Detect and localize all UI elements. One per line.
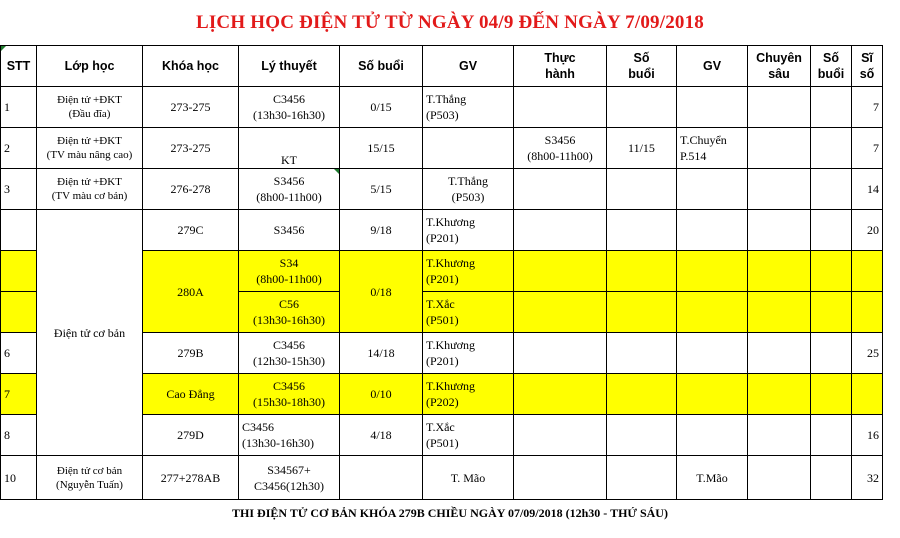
header-ly-thuyet: Lý thuyết <box>239 46 340 87</box>
cell-so-buoi-3 <box>811 251 852 292</box>
cell-stt: 1 <box>1 87 37 128</box>
cell-gv-2 <box>677 374 748 415</box>
cell-lop-hoc: Điện tử +ĐKT (TV màu cơ bản) <box>37 169 143 210</box>
cell-so-buoi-2 <box>607 292 677 333</box>
page-title: LỊCH HỌC ĐIỆN TỬ TỪ NGÀY 04/9 ĐẾN NGÀY 7/09/2018 <box>195 12 705 33</box>
cell-so-buoi-3 <box>811 128 852 169</box>
cell-so-buoi-2 <box>607 456 677 500</box>
cell-so-buoi-2 <box>607 87 677 128</box>
cell-gv-2 <box>677 415 748 456</box>
cell-ly-thuyet: C3456 (13h30-16h30) <box>239 415 340 456</box>
cell-so-buoi-2 <box>607 333 677 374</box>
cell-gv-2 <box>677 210 748 251</box>
cell-gv-2 <box>677 251 748 292</box>
cell-so-buoi-3 <box>811 169 852 210</box>
cell-khoa-hoc: 280A <box>143 251 239 333</box>
cell-so-buoi: 14/18 <box>340 333 423 374</box>
cell-gv: T.Xắc (P501) <box>423 415 514 456</box>
cell-so-buoi-2 <box>607 210 677 251</box>
cell-gv-2 <box>677 169 748 210</box>
header-si-so: Sĩ số <box>852 46 883 87</box>
cell-ly-thuyet: S3456 (8h00-11h00) <box>239 169 340 210</box>
cell-so-buoi-2: 11/15 <box>607 128 677 169</box>
cell-khoa-hoc: 276-278 <box>143 169 239 210</box>
cell-stt: 6 <box>1 333 37 374</box>
header-lop-hoc: Lớp học <box>37 46 143 87</box>
cell-gv-2: T.Chuyển P.514 <box>677 128 748 169</box>
cell-chuyen-sau <box>748 415 811 456</box>
cell-gv: T.Khương (P201) <box>423 251 514 292</box>
cell-so-buoi-3 <box>811 333 852 374</box>
cell-chuyen-sau <box>748 333 811 374</box>
cell-gv-2: T.Mão <box>677 456 748 500</box>
header-thuc-hanh: Thực hành <box>514 46 607 87</box>
cell-gv-2 <box>677 333 748 374</box>
cell-gv: T.Thắng (P503) <box>423 87 514 128</box>
cell-stt: 8 <box>1 415 37 456</box>
cell-khoa-hoc: 279B <box>143 333 239 374</box>
cell-so-buoi-3 <box>811 415 852 456</box>
cell-so-buoi: 4/18 <box>340 415 423 456</box>
cell-ly-thuyet: S34 (8h00-11h00) <box>239 251 340 292</box>
header-chuyen-sau: Chuyên sâu <box>748 46 811 87</box>
cell-stt: 10 <box>1 456 37 500</box>
cell-so-buoi: 9/18 <box>340 210 423 251</box>
cell-khoa-hoc: 273-275 <box>143 128 239 169</box>
cell-thuc-hanh <box>514 456 607 500</box>
header-so-buoi: Số buổi <box>340 46 423 87</box>
header-stt: STT <box>1 46 37 87</box>
cell-chuyen-sau <box>748 456 811 500</box>
cell-chuyen-sau <box>748 87 811 128</box>
cell-ly-thuyet: S34567+ C3456(12h30) <box>239 456 340 500</box>
table-row <box>1 169 883 210</box>
cell-chuyen-sau <box>748 292 811 333</box>
cell-stt <box>1 292 37 333</box>
cell-ly-thuyet: C3456 (12h30-15h30) <box>239 333 340 374</box>
cell-stt: 2 <box>1 128 37 169</box>
cell-gv: T.Khương (P201) <box>423 333 514 374</box>
cell-khoa-hoc: 279C <box>143 210 239 251</box>
table-row <box>1 456 883 500</box>
cell-si-so: 16 <box>852 415 883 456</box>
cell-ly-thuyet: KT <box>239 128 340 169</box>
cell-stt: 3 <box>1 169 37 210</box>
cell-si-so: 14 <box>852 169 883 210</box>
cell-chuyen-sau <box>748 374 811 415</box>
cell-thuc-hanh <box>514 374 607 415</box>
cell-stt: 7 <box>1 374 37 415</box>
cell-si-so: 20 <box>852 210 883 251</box>
cell-khoa-hoc: 279D <box>143 415 239 456</box>
cell-khoa-hoc: 277+278AB <box>143 456 239 500</box>
cell-so-buoi-3 <box>811 292 852 333</box>
cell-lop-hoc: Điện tử +ĐKT (Đầu đĩa) <box>37 87 143 128</box>
table-row <box>1 87 883 128</box>
cell-thuc-hanh <box>514 251 607 292</box>
table-row <box>1 210 883 251</box>
cell-so-buoi-2 <box>607 415 677 456</box>
cell-lop-hoc: Điện tử +ĐKT (TV màu nâng cao) <box>37 128 143 169</box>
header-gv-2: GV <box>677 46 748 87</box>
cell-so-buoi: 0/15 <box>340 87 423 128</box>
cell-so-buoi: 0/18 <box>340 251 423 333</box>
cell-so-buoi-3 <box>811 87 852 128</box>
cell-gv <box>423 128 514 169</box>
cell-stt <box>1 210 37 251</box>
cell-gv: T. Mão <box>423 456 514 500</box>
cell-so-buoi-3 <box>811 374 852 415</box>
cell-so-buoi-2 <box>607 169 677 210</box>
cell-si-so: 25 <box>852 333 883 374</box>
cell-si-so: 7 <box>852 87 883 128</box>
cell-thuc-hanh <box>514 333 607 374</box>
cell-khoa-hoc: Cao Đẳng <box>143 374 239 415</box>
cell-thuc-hanh <box>514 292 607 333</box>
cell-so-buoi-2 <box>607 251 677 292</box>
cell-gv-2 <box>677 87 748 128</box>
cell-stt <box>1 251 37 292</box>
cell-thuc-hanh <box>514 169 607 210</box>
header-khoa-hoc: Khóa học <box>143 46 239 87</box>
cell-lop-hoc-group: Điện tử cơ bản <box>37 210 143 456</box>
cell-khoa-hoc: 273-275 <box>143 87 239 128</box>
cell-so-buoi-2 <box>607 374 677 415</box>
cell-gv: T.Xắc (P501) <box>423 292 514 333</box>
cell-ly-thuyet: C3456 (13h30-16h30) <box>239 87 340 128</box>
cell-chuyen-sau <box>748 169 811 210</box>
cell-si-so <box>852 374 883 415</box>
table-row <box>1 128 883 169</box>
cell-thuc-hanh <box>514 87 607 128</box>
cell-so-buoi: 5/15 <box>340 169 423 210</box>
header-so-buoi-2: Số buổi <box>607 46 677 87</box>
cell-so-buoi: 15/15 <box>340 128 423 169</box>
cell-gv-2 <box>677 292 748 333</box>
header-gv: GV <box>423 46 514 87</box>
cell-so-buoi-3 <box>811 456 852 500</box>
cell-gv: T.Khương (P201) <box>423 210 514 251</box>
cell-thuc-hanh <box>514 210 607 251</box>
cell-ly-thuyet: C56 (13h30-16h30) <box>239 292 340 333</box>
footer-note: THI ĐIỆN TỬ CƠ BẢN KHÓA 279B CHIỀU NGÀY 07/09/2018 (12h30 - THỨ SÁU) <box>232 506 668 520</box>
cell-gv: T.Thắng (P503) <box>423 169 514 210</box>
cell-chuyen-sau <box>748 251 811 292</box>
cell-si-so <box>852 251 883 292</box>
cell-so-buoi-3 <box>811 210 852 251</box>
cell-si-so: 32 <box>852 456 883 500</box>
cell-ly-thuyet: S3456 <box>239 210 340 251</box>
cell-chuyen-sau <box>748 210 811 251</box>
cell-lop-hoc: Điện tử cơ bản (Nguyễn Tuấn) <box>37 456 143 500</box>
header-row <box>1 46 883 87</box>
header-so-buoi-3: Số buổi <box>811 46 852 87</box>
cell-so-buoi <box>340 456 423 500</box>
cell-si-so: 7 <box>852 128 883 169</box>
cell-gv: T.Khương (P202) <box>423 374 514 415</box>
cell-chuyen-sau <box>748 128 811 169</box>
schedule-table <box>0 45 883 500</box>
cell-si-so <box>852 292 883 333</box>
cell-thuc-hanh: S3456 (8h00-11h00) <box>514 128 607 169</box>
cell-thuc-hanh <box>514 415 607 456</box>
cell-ly-thuyet: C3456 (15h30-18h30) <box>239 374 340 415</box>
cell-so-buoi: 0/10 <box>340 374 423 415</box>
